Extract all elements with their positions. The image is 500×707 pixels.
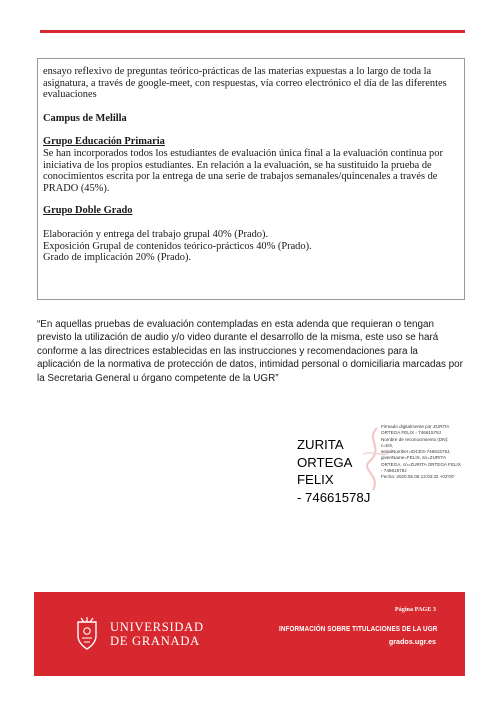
sig-detail-5: serialNumber=IDCES-74661578J, xyxy=(381,449,451,455)
campus-heading: Campus de Melilla xyxy=(43,112,127,124)
grados-url-link[interactable]: grados.ugr.es xyxy=(388,637,436,646)
signer-name-line-3: - 74661578J xyxy=(297,489,371,505)
intro-line-1: ensayo reflexivo de preguntas teórico-prácticas de las materias expuestas a lo largo de toda la xyxy=(43,66,432,77)
titulaciones-info-title: INFORMACIÓN SOBRE TITULACIONES DE LA UGR xyxy=(279,626,438,633)
sig-detail-7: ORTEGA, cn=ZURITA ORTEGA FELIX xyxy=(381,461,461,467)
notice-line-3: conforme a las directrices establecidas en las instrucciones y recomendaciones para la xyxy=(37,345,418,357)
group-primaria-line-1: Se han incorporados todos los estudiantes de evaluación única final a la evaluación continua por xyxy=(43,147,443,159)
group-primaria-heading: Grupo Educación Primaria xyxy=(43,136,165,148)
intro-line-3: evaluaciones xyxy=(43,89,97,101)
group-doble-heading: Grupo Doble Grado xyxy=(43,205,133,217)
sig-detail-8: - 74661578J xyxy=(381,468,407,474)
signer-name-line-2: ORTEGA FELIX xyxy=(297,454,352,487)
evaluation-content-box xyxy=(37,58,465,300)
group-primaria-line-4: PRADO (45%). xyxy=(43,182,110,194)
sig-detail-6: givenName=FELIX, sn=ZURITA xyxy=(381,455,447,461)
signer-name-line-1: ZURITA xyxy=(297,437,344,452)
digital-signature-details xyxy=(381,424,465,481)
university-crest-icon xyxy=(72,616,102,652)
notice-line-1: “En aquellas pruebas de evaluación contempladas en esta adenda que requieran o tengan xyxy=(37,319,434,330)
group-primaria-line-3: conocimientos escrita por la entrega de una serie de trabajos semanales/quincenales a través de xyxy=(43,171,438,183)
sig-detail-4: c=ES, xyxy=(381,442,394,448)
signer-name xyxy=(297,436,387,506)
page-number: Página PAGE 3 xyxy=(394,606,436,613)
university-name-line-1: UNIVERSIDAD xyxy=(110,620,204,634)
page-footer xyxy=(34,592,465,676)
sig-detail-3: Nombre de reconocimiento (DN): xyxy=(381,436,449,442)
top-red-rule xyxy=(40,30,465,33)
data-protection-notice xyxy=(37,318,467,385)
group-doble-line-3: Grado de implicación 20% (Prado). xyxy=(43,252,192,264)
notice-line-5: la Secretaria General u órgano competente de la UGR” xyxy=(37,372,279,384)
group-primaria-line-2: iniciativa de los propios estudiantes. En relación a la evaluación, se ha sustituido la prueba de xyxy=(43,159,432,171)
intro-line-2: asignatura, a través de google-meet, con respuestas, vía correo electrónico el día de las diferentes xyxy=(43,77,447,89)
sig-detail-9: Fecha: 2020.05.05 13:03:32 +02'00' xyxy=(381,474,455,480)
group-doble-line-2: Exposición Grupal de contenidos teórico-prácticos 40% (Prado). xyxy=(43,240,312,252)
group-doble-line-1: Elaboración y entrega del trabajo grupal 40% (Prado). xyxy=(43,228,269,240)
university-name-line-2: DE GRANADA xyxy=(110,634,200,648)
notice-line-4: aplicación de la normativa de protección de datos, intimidad personal o domiciliaria marcadas por xyxy=(37,359,463,371)
notice-line-2: previsto la utilización de audio y/o video durante el desarrollo de la misma, este uso se hará xyxy=(37,332,439,344)
sig-detail-2: ORTEGA FELIX - 74661578J xyxy=(381,430,441,436)
sig-detail-1: Firmado digitalmente por ZURITA xyxy=(381,424,450,429)
